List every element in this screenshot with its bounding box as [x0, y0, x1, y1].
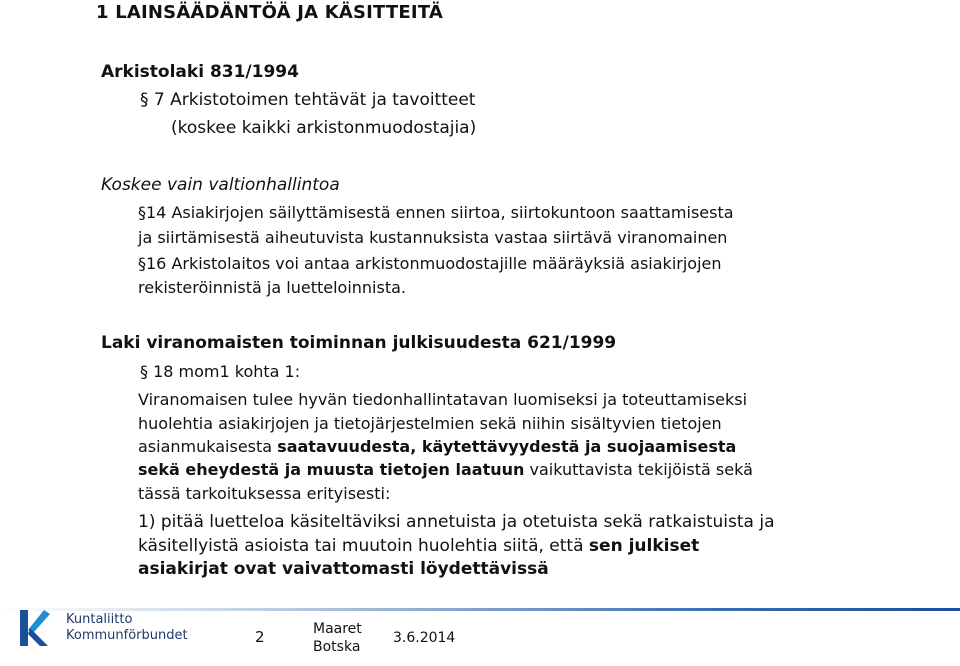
valtion-para2-line1: §16 Arkistolaitos voi antaa arkistonmuodostajille määräyksiä asiakirjojen [138, 254, 722, 273]
line-3-bold-text: saatavuudesta, käytettävyydestä ja suojaamisesta [277, 437, 737, 456]
arkistolaki-line-2: (koskee kaikki arkistonmuodostajia) [171, 118, 477, 138]
julkisuuslaki-line-3 [138, 437, 736, 456]
line-3-normal-text: asianmukaisesta [138, 437, 278, 456]
line-4-bold-text: sekä eheydestä ja muusta tietojen laatuun [138, 460, 525, 479]
logo-line-1: Kuntaliitto [66, 612, 133, 627]
author-name: Maaret Botska [313, 621, 362, 655]
julkisuuslaki-line-5: tässä tarkoituksessa erityisesti: [138, 484, 391, 503]
julkisuuslaki-line-1: Viranomaisen tulee hyvän tiedonhallintatavan luomiseksi ja toteuttamiseksi [138, 390, 748, 409]
arkistolaki-line-1: § 7 Arkistotoimen tehtävät ja tavoitteet [140, 90, 476, 110]
julkisuuslaki-heading: Laki viranomaisten toiminnan julkisuudesta 621/1999 [101, 333, 617, 353]
julkisuuslaki-line-8 [138, 559, 549, 579]
page-number: 2 [255, 628, 265, 646]
julkisuuslaki-line-6: 1) pitää luetteloa käsiteltäviksi annetuista ja otetuista sekä ratkaistuista ja [138, 512, 775, 532]
kuntaliitto-logo [14, 604, 186, 652]
logo-line-2: Kommunförbundet [66, 628, 188, 643]
valtionhallinto-heading: Koskee vain valtionhallintoa [101, 175, 340, 195]
line-7-bold-text: sen julkiset [588, 536, 700, 556]
julkisuuslaki-line-7 [138, 536, 699, 556]
arkistolaki-heading: Arkistolaki 831/1994 [101, 62, 299, 82]
valtion-para1-line2: ja siirtämisestä aiheutuvista kustannuksista vastaa siirtävä viranomainen [138, 228, 728, 247]
line-8-bold-text: asiakirjat ovat vaivattomasti löydettävissä [138, 559, 549, 579]
julkisuuslaki-line-4 [138, 460, 753, 479]
page-title: 1 LAINSÄÄDÄNTÖÄ JA KÄSITTEITÄ [96, 2, 444, 23]
julkisuuslaki-line-2: huolehtia asiakirjojen ja tietojärjestelmien sekä niihin sisältyvien tietojen [138, 414, 722, 433]
line-7-normal-text: käsitellyistä asioista tai muutoin huolehtia siitä, että [138, 536, 589, 556]
presentation-date: 3.6.2014 [393, 630, 456, 646]
julkisuuslaki-section-ref: § 18 mom1 kohta 1: [140, 362, 301, 381]
valtion-para2-line2: rekisteröinnistä ja luetteloinnista. [138, 278, 406, 297]
line-4-normal-text: vaikuttavista tekijöistä sekä [524, 460, 753, 479]
kuntaliitto-k-icon [14, 606, 54, 650]
valtion-para1-line1: §14 Asiakirjojen säilyttämisestä ennen siirtoa, siirtokuntoon saattamisesta [138, 203, 734, 222]
